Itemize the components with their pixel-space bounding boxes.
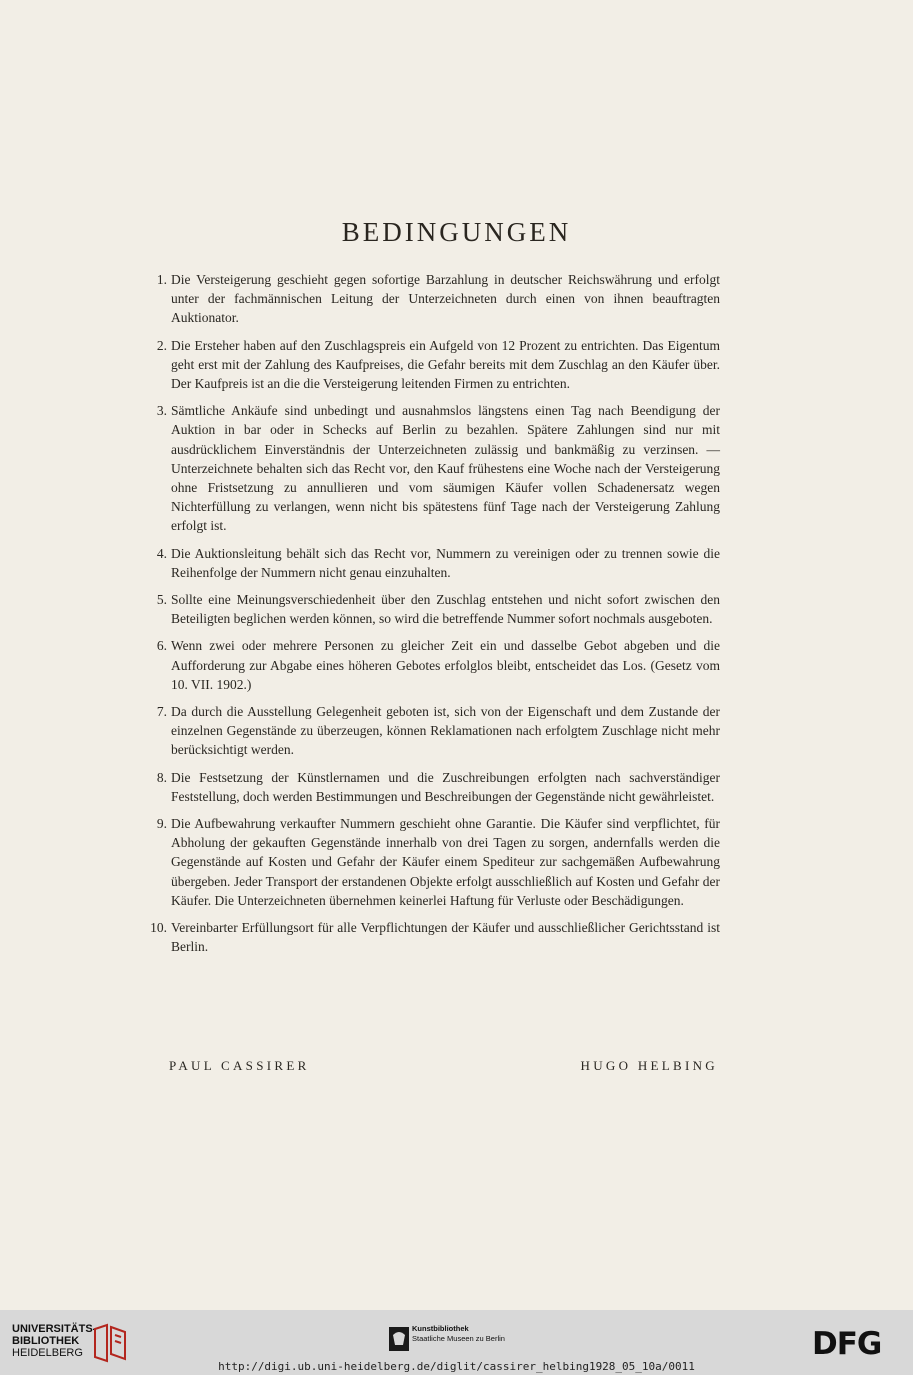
- signature-right: HUGO HELBING: [580, 1058, 718, 1073]
- condition-item: [145, 814, 720, 910]
- kunstbibliothek-logo-icon: [389, 1327, 409, 1356]
- condition-text: Sämtliche Ankäufe sind unbedingt und ausnahmslos längstens einen Tag nach Beendigung der Auktion in bar oder in Schecks auf Berlin zu bezahlen. Spätere Zahlungen sind nur mit ausdrücklichem Einverständnis der Unterzeichneten zulässig und bankmäßig zu verzinsen. — Unterzeichnete behalten sich das Recht vor, den Kauf frühestens eine Woche nach der Versteigerung ohne Fristsetzung zu annullieren und vom säumigen Käufer vollen Schadenersatz wegen Nichterfüllung zu verlangen, wenn nicht bis spätestens fünf Tage nach der Versteigerung Zahlung erfolgt ist.: [171, 403, 720, 534]
- condition-item: [145, 702, 720, 760]
- condition-text: Die Versteigerung geschieht gegen sofortige Barzahlung in deutscher Reichswährung und erfolgt unter der fachmännischen Leitung der Unterzeichneten durch einen von ihnen beauftragten Auktionator.: [171, 272, 720, 326]
- condition-item: [145, 270, 720, 328]
- library-name-line-1: UNIVERSITÄTS-: [12, 1323, 97, 1335]
- condition-text: Da durch die Ausstellung Gelegenheit geboten ist, sich von der Eigenschaft und dem Zustande der einzelnen Gegenstände zu überzeugen, können Reklamationen nach erfolgtem Zuschlage nicht mehr berücksichtigt werden.: [171, 704, 720, 758]
- condition-number: 8.: [156, 769, 167, 785]
- kunstbibliothek-text: [412, 1324, 505, 1344]
- kunstbibliothek-name: Kunstbibliothek: [412, 1324, 469, 1333]
- page-title: BEDINGUNGEN: [341, 217, 572, 247]
- condition-text: Die Ersteher haben auf den Zuschlagspreis ein Aufgeld von 12 Prozent zu entrichten. Das Eigentum geht erst mit der Zahlung des Kaufpreises, die Gefahr bereits mit dem Zuschlag an den Käufer über. Der Kaufpreis ist an die die Versteigerung leitenden Firmen zu entrichten.: [171, 337, 720, 392]
- footer-bar: [0, 1310, 913, 1375]
- condition-item: [145, 590, 720, 628]
- condition-number: 6.: [156, 638, 167, 654]
- library-name: [12, 1323, 96, 1359]
- condition-item: [145, 336, 720, 394]
- condition-text: Sollte eine Meinungsverschiedenheit über den Zuschlag entstehen und nicht sofort zwischen den Beteiligten beglichen werden können, so wird die betreffende Nummer sofort nochmals ausgeboten.: [171, 592, 720, 627]
- library-name-line-2: BIBLIOTHEK: [12, 1335, 80, 1347]
- condition-number: 3.: [156, 403, 167, 419]
- condition-number: 2.: [156, 337, 167, 353]
- condition-number: 9.: [156, 816, 167, 832]
- condition-item: [145, 768, 720, 806]
- dfg-logo-icon: [812, 1328, 900, 1363]
- condition-number: 5.: [156, 592, 167, 608]
- condition-text: Vereinbarter Erfüllungsort für alle Verpflichtungen der Käufer und ausschließlicher Gerichtsstand ist Berlin.: [171, 920, 720, 955]
- signature-left: PAUL CASSIRER: [169, 1058, 310, 1073]
- condition-text: Wenn zwei oder mehrere Personen zu gleicher Zeit ein und dasselbe Gebot abgeben und die Aufforderung zur Abgabe eines höheren Gebotes erfolglos bleibt, entscheidet das Los. (Gesetz vom 10. VII. 1902.): [171, 638, 720, 692]
- kunstbibliothek-sub: Staatliche Museen zu Berlin: [412, 1334, 505, 1343]
- condition-number: 1.: [156, 272, 167, 287]
- condition-text: Die Aufbewahrung verkaufter Nummern geschieht ohne Garantie. Die Käufer sind verpflichtet, für Abholung der gekauften Gegenstände innerhalb von drei Tagen zu sorgen, andernfalls werden die Gegenstände auf Kosten und Gefahr der Käufer einem Spediteur zur sachgemäßen Aufbewahrung übergeben. Jeder Transport der erstandenen Objekte erfolgt ausschließlich auf Kosten und Gefahr der Käufer. Die Unterzeichneten übernehmen keinerlei Haftung für Verluste oder Beschädigungen.: [171, 816, 720, 908]
- condition-number: 7.: [156, 704, 167, 720]
- condition-text: Die Auktionsleitung behält sich das Recht vor, Nummern zu vereinigen oder zu trennen sowie die Reihenfolge der Nummern nicht genau einzuhalten.: [171, 545, 720, 580]
- condition-number: 10.: [150, 920, 167, 936]
- condition-text: Die Festsetzung der Künstlernamen und die Zuschreibungen erfolgten nach sachverständiger Feststellung, doch werden Bestimmungen und Beschreibungen der Gegenstände nicht gewährleistet.: [171, 769, 720, 804]
- library-name-line-3: HEIDELBERG: [12, 1347, 83, 1359]
- condition-item: [145, 918, 720, 956]
- source-url-link[interactable]: http://digi.ub.uni-heidelberg.de/diglit/cassirer_helbing1928_05_10a/0011: [218, 1360, 695, 1373]
- condition-item: [145, 636, 720, 694]
- condition-item: [145, 544, 720, 582]
- dfg-logo-text: DFG: [812, 1328, 882, 1358]
- condition-item: [145, 401, 720, 535]
- conditions-list: [145, 270, 720, 965]
- condition-number: 4.: [156, 545, 167, 561]
